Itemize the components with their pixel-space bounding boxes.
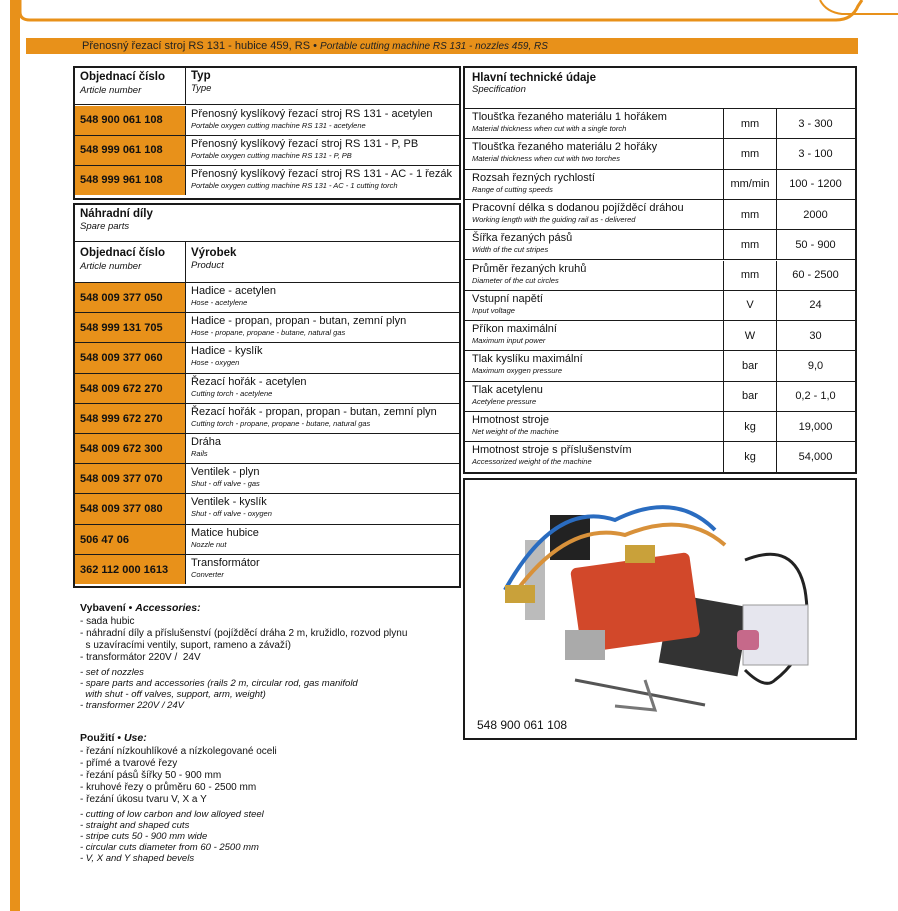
spec-unit: mm (723, 139, 777, 168)
section-banner (26, 38, 858, 54)
spec-name-cz: Průměr řezaných kruhů (472, 262, 587, 275)
type-row (75, 136, 459, 166)
product-name-en: Shut - off valve - gas (191, 479, 260, 489)
product-name-en: Cutting torch - propane, propane - butane, natural gas (191, 418, 371, 428)
spec-value: 3 - 100 (798, 147, 833, 160)
spec-name (472, 141, 717, 164)
product-description (191, 557, 457, 580)
spec-title: Hlavní technické údaje (472, 72, 596, 84)
product-name-cz: Řezací hořák - propan, propan - butan, zemní plyn (191, 405, 437, 418)
use-sep: • (114, 732, 124, 744)
spec-name-cz: Tloušťka řezaného materiálu 2 hořáky (472, 141, 658, 154)
product-name-cz: Hadice - kyslík (191, 345, 263, 358)
spec-unit: mm (723, 109, 777, 138)
article-number: 548 009 377 070 (80, 473, 163, 486)
article-number: 548 009 377 050 (80, 292, 163, 304)
spares-title-wrap (80, 208, 153, 232)
use-item-cz: - řezání úkosu tvaru V, X a Y (80, 794, 207, 805)
product-description (191, 376, 457, 399)
product-description (191, 285, 457, 308)
accessories-item-en: - transformer 220V / 24V (80, 700, 185, 711)
use-item-en: - cutting of low carbon and low alloyed steel (80, 809, 264, 820)
accessories-section (80, 602, 407, 711)
article-number-cell (75, 494, 186, 523)
type-description (191, 138, 457, 161)
spec-unit: mm (723, 200, 777, 229)
accessories-item-cz: - náhradní díly a příslušenství (pojížděcí dráha 2 m, kružidlo, rozvod plynu (80, 628, 408, 639)
spare-part-row (75, 283, 459, 313)
spec-name-cz: Hmotnost stroje s příslušenstvím (472, 444, 632, 457)
spec-unit: bar (723, 351, 777, 380)
spec-name (472, 414, 717, 437)
spec-name-cz: Tlak kyslíku maximální (472, 353, 583, 366)
specification-table (463, 66, 857, 474)
article-number: 548 009 377 080 (80, 503, 163, 516)
spec-row (465, 261, 855, 291)
spec-value: 60 - 2500 (792, 269, 839, 282)
use-item-en: - circular cuts diameter from 60 - 2500 mm (80, 842, 259, 853)
product-name-cz: Hadice - propan, propan - butan, zemní plyn (191, 315, 407, 328)
spec-row (465, 139, 855, 169)
spec-name-en: Accessorized weight of the machine (472, 457, 592, 467)
header-type-label-en: Type (191, 83, 212, 94)
spec-unit: mm/min (723, 170, 777, 199)
product-name-cz: Matice hubice (191, 526, 259, 539)
article-number: 548 009 672 300 (80, 443, 163, 455)
header-product-label-en: Product (191, 260, 224, 271)
product-description (191, 436, 457, 459)
spec-value: 50 - 900 (795, 238, 836, 251)
article-number-cell (75, 136, 186, 165)
article-number-cell (75, 434, 186, 463)
spec-value: 30 (809, 329, 822, 342)
spare-part-row (75, 525, 459, 555)
article-number: 548 999 672 270 (80, 412, 163, 425)
header-article-label: Objednací číslo (80, 247, 165, 259)
header-article-cell (75, 68, 186, 104)
header-type-label: Typ (191, 70, 211, 82)
article-number-cell (75, 374, 186, 403)
spec-value: 2000 (803, 208, 828, 221)
use-item-cz: - řezání nízkouhlíkové a nízkolegované oceli (80, 746, 277, 757)
accessories-item-en: - set of nozzles (80, 667, 144, 678)
spec-name-cz: Pracovní délka s dodanou pojížděcí dráhou (472, 201, 684, 214)
spec-name-cz: Rozsah řezných rychlostí (472, 171, 595, 184)
use-title: Použití (80, 732, 115, 744)
spec-row (465, 412, 855, 442)
product-name-en: Rails (191, 449, 208, 458)
spec-name (472, 444, 717, 467)
header-article-cell (75, 242, 186, 282)
header-article-label: Objednací číslo (80, 71, 165, 83)
header-type-cell (191, 70, 457, 94)
spec-value: 100 - 1200 (789, 178, 842, 191)
spec-name-en: Material thickness when cut with two torches (472, 154, 620, 164)
top-decoration (0, 0, 898, 24)
spec-value: 54,000 (798, 450, 833, 463)
spec-name (472, 202, 717, 225)
type-description (191, 168, 457, 191)
banner-title-en: Portable cutting machine RS 131 - nozzles 459, RS (320, 41, 548, 52)
product-name-en: Shut - off valve - oxygen (191, 509, 272, 519)
spec-name (472, 172, 717, 195)
spare-parts-table (73, 203, 461, 588)
product-name-en: Converter (191, 569, 224, 579)
accessories-sep: • (125, 602, 136, 614)
spec-name (472, 293, 717, 316)
spec-name (472, 232, 717, 255)
spec-name-en: Acetylene pressure (472, 396, 537, 406)
spec-row (465, 321, 855, 351)
type-row (75, 166, 459, 195)
spare-part-row (75, 494, 459, 524)
accessories-item-cz: - sada hubic (80, 616, 135, 627)
spec-name-en: Material thickness when cut with a single torch (472, 124, 627, 133)
article-number-cell (75, 313, 186, 342)
product-name-cz: Hadice - acetylen (191, 285, 276, 297)
spec-name-en: Input voltage (472, 305, 515, 315)
article-number-cell (75, 343, 186, 372)
spec-title-row (465, 68, 855, 109)
product-name-cz: Ventilek - kyslík (191, 496, 267, 509)
spares-title: Náhradní díly (80, 208, 153, 220)
type-name-en: Portable oxygen cutting machine RS 131 - acetylene (191, 121, 366, 130)
header-product-label: Výrobek (191, 247, 237, 259)
product-name-en: Hose - propane, propane - butane, natural gas (191, 328, 346, 338)
spec-row (465, 230, 855, 260)
spare-part-row (75, 404, 459, 434)
header-article-label-en: Article number (80, 85, 142, 96)
spec-unit: bar (723, 382, 777, 411)
accessories-heading (80, 602, 407, 614)
product-photo-panel (463, 478, 857, 740)
spare-part-row (75, 464, 459, 494)
spec-title-wrap (472, 72, 596, 95)
photo-article-number: 548 900 061 108 (477, 718, 568, 732)
type-description (191, 108, 457, 131)
product-name-en: Nozzle nut (191, 539, 227, 549)
spec-unit: mm (723, 261, 777, 290)
article-number: 548 009 377 060 (80, 352, 163, 365)
type-name-cz: Přenosný kyslíkový řezací stroj RS 131 - AC - 1 řezák (191, 168, 453, 180)
product-name-en: Hose - oxygen (191, 358, 240, 368)
accessories-item-en: - spare parts and accessories (rails 2 m, circular rod, gas manifold (80, 678, 358, 689)
product-name-cz: Transformátor (191, 556, 260, 569)
type-name-en: Portable oxygen cutting machine RS 131 - AC - 1 cutting torch (191, 181, 398, 190)
product-name-en: Hose - acetylene (191, 298, 248, 307)
use-heading (80, 732, 277, 744)
product-name-cz: Dráha (191, 436, 221, 448)
product-name-cz: Řezací hořák - acetylen (191, 375, 307, 388)
article-number-cell (75, 464, 186, 493)
product-name-cz: Ventilek - plyn (191, 466, 260, 479)
product-description (191, 527, 457, 550)
article-number-cell (75, 166, 186, 195)
spare-part-row (75, 555, 459, 584)
spec-name-cz: Vstupní napětí (472, 292, 543, 305)
article-number: 548 999 131 705 (80, 322, 163, 335)
spec-unit: mm (723, 230, 777, 259)
use-item-en: - stripe cuts 50 - 900 mm wide (80, 831, 208, 842)
use-item-cz: - kruhové řezy o průměru 60 - 2500 mm (80, 782, 257, 793)
article-number-cell (75, 555, 186, 584)
article-number-cell (75, 283, 186, 312)
machine-types-table (73, 66, 461, 200)
spec-unit: kg (723, 412, 777, 441)
product-description (191, 406, 457, 429)
spares-header (75, 242, 459, 283)
use-item-cz: - přímé a tvarové řezy (80, 758, 178, 769)
spec-name-en: Working length with the guiding rail as - delivered (472, 214, 636, 224)
article-number-cell (75, 106, 186, 135)
spec-row (465, 442, 855, 471)
spec-title-en: Specification (472, 84, 526, 95)
spares-title-row (75, 205, 459, 242)
accessories-item-cz: - transformátor 220V / 24V (80, 652, 201, 663)
type-name-cz: Přenosný kyslíkový řezací stroj RS 131 - acetylen (191, 108, 433, 120)
spec-name (472, 263, 717, 286)
spec-value: 19,000 (798, 420, 833, 433)
spares-title-en: Spare parts (80, 221, 130, 232)
accessories-title: Vybavení (80, 602, 126, 614)
spec-value: 3 - 300 (798, 117, 833, 130)
spec-row (465, 200, 855, 230)
article-number: 548 009 672 270 (80, 382, 163, 395)
use-item-en: - V, X and Y shaped bevels (80, 853, 195, 864)
spec-name-en: Net weight of the machine (472, 427, 559, 436)
product-description (191, 345, 457, 368)
spare-part-row (75, 343, 459, 373)
spec-unit: V (723, 291, 777, 320)
article-number: 548 999 061 108 (80, 144, 163, 156)
spec-value: 24 (809, 299, 822, 312)
spec-row (465, 291, 855, 321)
spare-part-row (75, 374, 459, 404)
accessories-item-cz: s uzavíracími ventily, suport, rameno a závaží) (80, 640, 292, 651)
spec-value: 0,2 - 1,0 (795, 390, 836, 403)
article-number: 362 112 000 1613 (80, 563, 169, 576)
spec-name (472, 111, 717, 134)
spec-name-en: Width of the cut stripes (472, 245, 549, 255)
product-description (191, 496, 457, 519)
type-row (75, 106, 459, 136)
spec-row (465, 382, 855, 412)
spec-unit: kg (723, 442, 777, 471)
use-item-cz: - řezání pásů šířky 50 - 900 mm (80, 770, 222, 781)
article-number: 506 47 06 (80, 533, 129, 546)
spec-name-cz: Hmotnost stroje (472, 414, 550, 426)
use-section (80, 732, 277, 864)
spare-part-row (75, 434, 459, 464)
header-product-cell (191, 247, 457, 271)
accessories-item-en: with shut - off valves, support, arm, weight) (80, 689, 266, 700)
type-name-cz: Přenosný kyslíkový řezací stroj RS 131 - P, PB (191, 138, 419, 150)
spec-name (472, 353, 717, 376)
spec-name-en: Maximum input power (472, 336, 546, 346)
article-number: 548 900 061 108 (80, 114, 163, 126)
spare-part-row (75, 313, 459, 343)
spec-name-en: Maximum oxygen pressure (472, 366, 563, 376)
article-number-cell (75, 404, 186, 433)
spec-row (465, 109, 855, 139)
accessories-title-en: Accessories: (135, 602, 201, 614)
spec-row (465, 351, 855, 381)
spec-row (465, 170, 855, 200)
spec-name-en: Diameter of the cut circles (472, 275, 559, 285)
spec-value: 9,0 (807, 360, 824, 373)
type-name-en: Portable oxygen cutting machine RS 131 - P, PB (191, 151, 352, 160)
spec-name-cz: Tloušťka řezaného materiálu 1 hořákem (472, 111, 667, 123)
left-accent-bar (10, 0, 20, 911)
banner-separator: • (310, 40, 321, 52)
spec-name (472, 384, 717, 407)
spec-name-cz: Šířka řezaných pásů (472, 232, 573, 245)
product-description (191, 466, 457, 489)
types-header (75, 68, 459, 105)
product-description (191, 315, 457, 338)
spec-unit: W (723, 321, 777, 350)
cutting-machine-image (465, 480, 851, 712)
spec-name-en: Range of cutting speeds (472, 184, 553, 194)
use-item-en: - straight and shaped cuts (80, 820, 190, 831)
header-article-label-en: Article number (80, 261, 142, 272)
product-name-en: Cutting torch - acetylene (191, 388, 273, 398)
banner-title-cz: Přenosný řezací stroj RS 131 - hubice 459, RS (82, 40, 311, 52)
spec-name-cz: Příkon maximální (472, 323, 557, 336)
article-number: 548 999 961 108 (80, 174, 163, 186)
spec-name (472, 323, 717, 346)
spec-name-cz: Tlak acetylenu (472, 383, 543, 396)
use-title-en: Use: (123, 732, 147, 744)
article-number-cell (75, 525, 186, 554)
